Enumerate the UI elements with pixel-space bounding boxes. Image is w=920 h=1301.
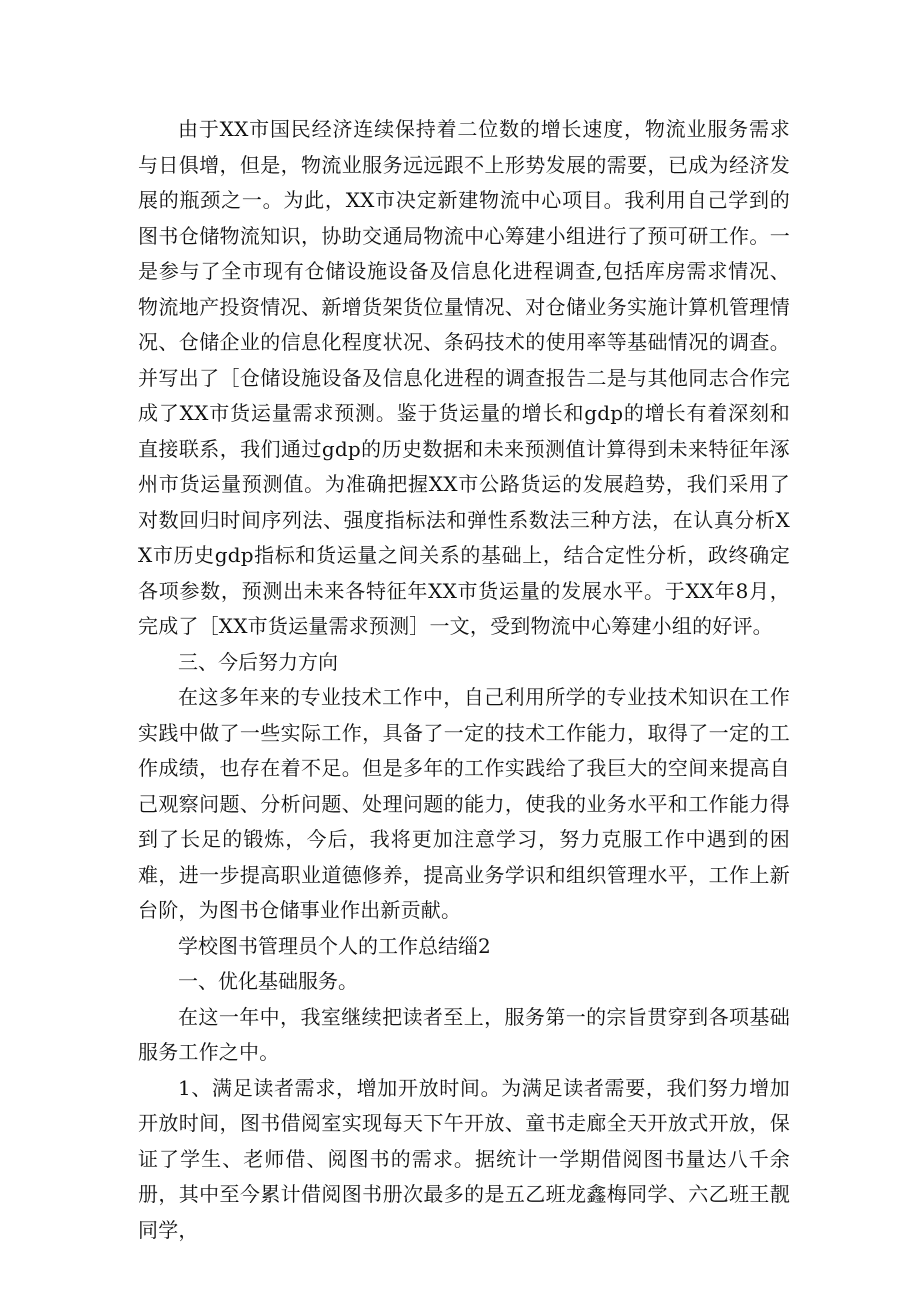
paragraph-opening-hours: 1、满足读者需求，增加开放时间。为满足读者需要，我们努力增加开放时间，图书借阅室实现每天下午开放、童书走廊全天开放式开放，保证了学生、老师借、阅图书的需求。据统计一学期借阅图书量达八千余册，其中至今累计借阅图书册次最多的是五乙班龙鑫梅同学、六乙班王靓同学， [138,1075,790,1242]
document-body [138,112,790,1248]
paragraph-service-principle: 在这一年中，我室继续把读者至上，服务第一的宗旨贯穿到各项基础服务工作之中。 [138,1004,790,1064]
paragraph-future-efforts: 在这多年来的专业技术工作中，自己利用所学的专业技术知识在工作实践中做了一些实际工作，具备了一定的技术工作能力，取得了一定的工作成绩，也存在着不足。但是多年的工作实践给了我巨大的空间来提高自己观察问题、分析问题、处理问题的能力，使我的业务水平和工作能力得到了长足的锻炼，今后，我将更加注意学习，努力克服工作中遇到的困难，进一步提高职业道德修养，提高业务学识和组织管理水平，工作上新台阶，为图书仓储事业作出新贡献。 [138,685,790,922]
paragraph-logistics-project: 由于XX市国民经济连续保持着二位数的增长速度，物流业服务需求与日俱增，但是，物流业服务远远跟不上形势发展的需要，已成为经济发展的瓶颈之一。为此，XX市决定新建物流中心项目。我利用自己学到的图书仓储物流知识，协助交通局物流中心筹建小组进行了预可研工作。一是参与了全市现有仓储设施设备及信息化进程调查,包括库房需求情况、物流地产投资情况、新增货架货位量情况、对仓储业务实施计算机管理情况、仓储企业的信息化程度状况、条码技术的使用率等基础情况的调查。并写出了［仓储设施设备及信息化进程的调查报告二是与其他同志合作完成了XX市货运量需求预测。鉴于货运量的增长和gdp的增长有着深刻和直接联系，我们通过gdp的历史数据和未来预测值计算得到未来特征年涿州市货运量预测值。为准确把握XX市公路货运的发展趋势，我们采用了对数回归时间序列法、强度指标法和弹性系数法三种方法，在认真分析XX市历史gdp指标和货运量之间关系的基础上，结合定性分析，政终确定各项参数，预测出未来各特征年XX市货运量的发展水平。于XX年8月，完成了［XX市货运量需求预测］一文，受到物流中心筹建小组的好评。 [138,117,790,638]
section-heading-future-direction: 三、今后努力方向 [178,649,338,674]
section-heading-basic-service: 一、优化基础服务。 [178,969,358,993]
document-subtitle: 学校图书管理员个人的工作总结缁2 [178,933,491,958]
